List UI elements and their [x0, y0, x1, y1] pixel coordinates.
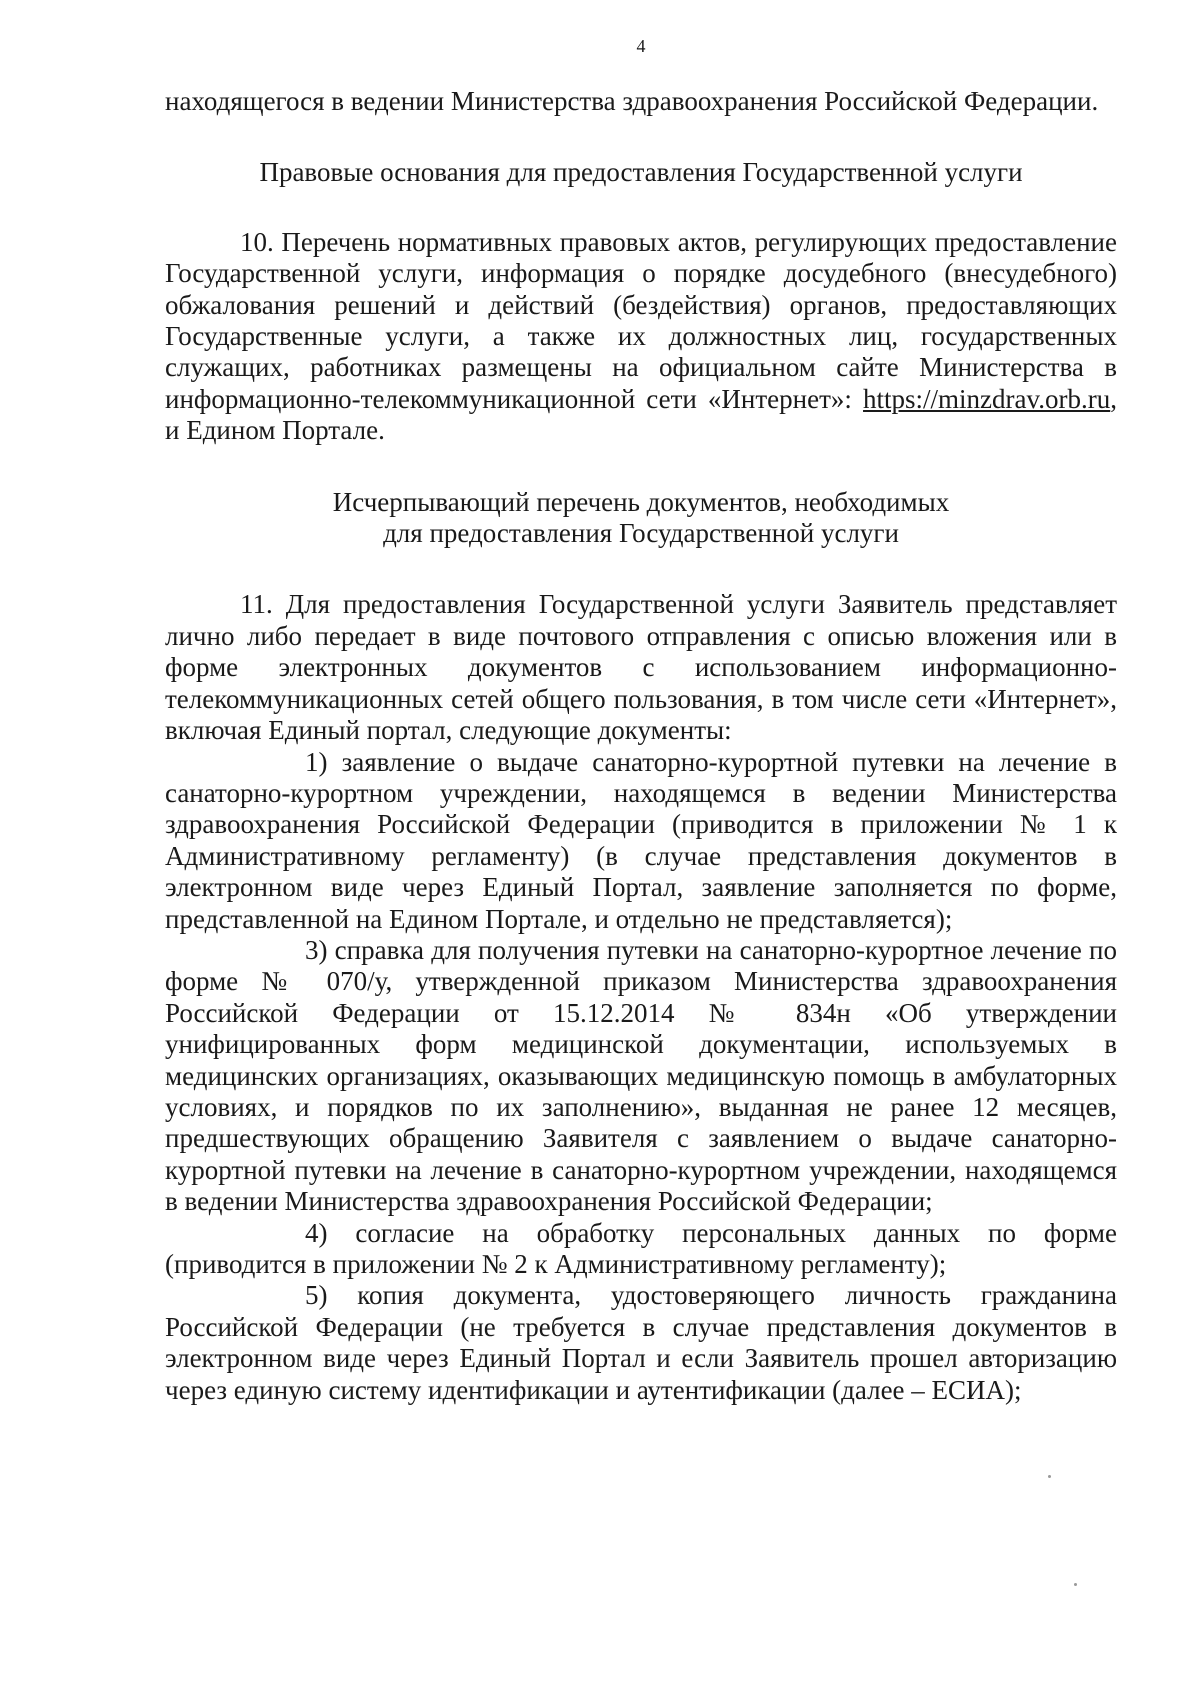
document-body: [165, 86, 1117, 1406]
page-number: 4: [636, 36, 646, 56]
document-page: [165, 0, 1117, 1697]
paragraph-10-text: 10. Перечень нормативных правовых актов, регулирующих предоставление Государственной услуги, информация о порядке досудебного (внесудебного) обжалования решений и действий (бездействия) органов, предоставляющих Государственные услуги, а также их должностных лиц, государственных служащих, работниках размещены на официальном сайте Министерства в информационно-телекоммуникационной сети «Интернет»:: [165, 226, 1117, 414]
ministry-website-link[interactable]: https://minzdrav.orb.ru: [863, 383, 1111, 414]
section-heading-documents-line1: Исчерпывающий перечень документов, необходимых: [332, 486, 950, 517]
list-item-1: 1) заявление о выдаче санаторно-курортной путевки на лечение в санаторно-курортном учреждении, находящемся в ведении Министерства здравоохранения Российской Федерации (приводится в приложении № 1 к Административному регламенту) (в случае представления документов в электронном виде через Единый Портал, заявление заполняется по форме, представленной на Едином Портале, и отдельно не представляется);: [165, 746, 1117, 934]
scan-speck: [1074, 1583, 1077, 1586]
lead-paragraph: находящегося в ведении Министерства здравоохранения Российской Федерации.: [165, 86, 1099, 116]
paragraph-10-tail: , и Едином Портале.: [165, 383, 1117, 446]
list-item-4: 4) согласие на обработку персональных данных по форме (приводится в приложении № 2 к Административному регламенту);: [165, 1217, 1117, 1279]
scan-speck: [1048, 1475, 1051, 1478]
list-item-5: 5) копия документа, удостоверяющего личность гражданина Российской Федерации (не требуется в случае представления документов в электронном виде через Единый Портал и если Заявитель прошел авторизацию через единую систему идентификации и аутентификации (далее – ЕСИА);: [165, 1280, 1117, 1405]
list-item-3: 3) справка для получения путевки на санаторно-курортное лечение по форме № 070/у, утвержденной приказом Министерства здравоохранения Российской Федерации от 15.12.2014 № 834н «Об утверждении унифицированных форм медицинской документации, используемых в медицинских организациях, оказывающих медицинскую помощь в амбулаторных условиях, и порядков по их заполнению», выданная не ранее 12 месяцев, предшествующих обращению Заявителя с заявлением о выдаче санаторно-курортной путевки на лечение в санаторно-курортном учреждении, находящемся в ведении Министерства здравоохранения Российской Федерации;: [165, 934, 1117, 1217]
section-heading-documents-line2: для предоставления Государственной услуги: [383, 518, 899, 549]
section-heading-documents: [165, 487, 1117, 550]
paragraph-11: 11. Для предоставления Государственной услуги Заявитель представляет лично либо передает в виде почтового отправления с описью вложения или в форме электронных документов с использованием информационно-телекоммуникационных сетей общего пользования, в том числе сети «Интернет», включая Единый портал, следующие документы:: [165, 589, 1117, 746]
paragraph-10: [165, 227, 1117, 447]
section-heading-legal-basis: Правовые основания для предоставления Государственной услуги: [259, 157, 1023, 188]
